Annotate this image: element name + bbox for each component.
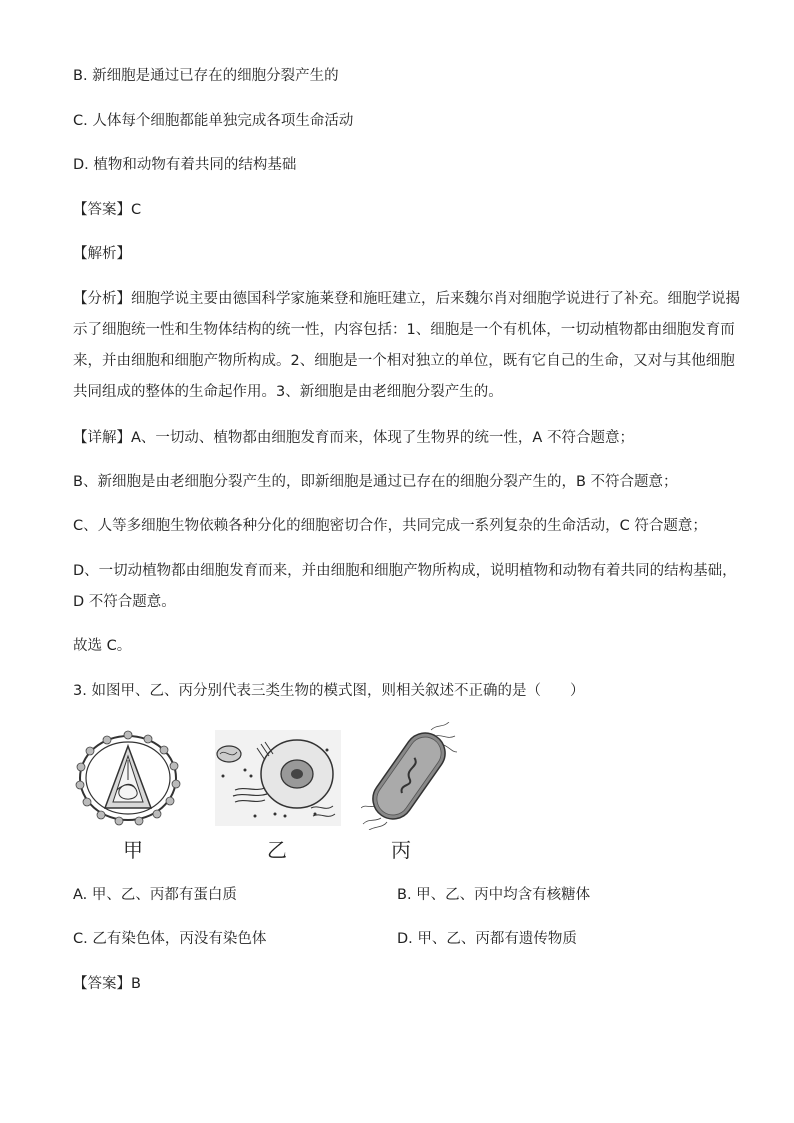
q3-answer-value: B bbox=[131, 976, 141, 992]
answer-value: C bbox=[131, 202, 142, 218]
analysis-line: 【分析】细胞学说主要由德国科学家施莱登和施旺建立，后来魏尔肖对细胞学说进行了补充。细胞学说揭 bbox=[73, 291, 740, 307]
q3-option-d: D. 甲、乙、丙都有遗传物质 bbox=[397, 931, 577, 947]
figure-label-jia: 甲 bbox=[123, 838, 143, 862]
eukaryotic-cell-figure bbox=[215, 730, 341, 826]
figure-label-bing: 丙 bbox=[391, 838, 411, 862]
detail-d-line: D、一切动植物都由细胞发育而来，并由细胞和细胞产物所构成，说明植物和动物有着共同的结构基础， bbox=[73, 563, 737, 579]
option-d: D. 植物和动物有着共同的结构基础 bbox=[73, 157, 297, 173]
q3-answer-line bbox=[73, 974, 141, 994]
analysis-line: 共同组成的整体的生命起作用。3、新细胞是由老细胞分裂产生的。 bbox=[73, 384, 503, 400]
detail-c: C、人等多细胞生物依赖各种分化的细胞密切合作，共同完成一系列复杂的生命活动，C 符合题意； bbox=[73, 518, 707, 534]
analysis-paragraph bbox=[73, 284, 740, 408]
conclusion: 故选 C。 bbox=[73, 638, 132, 654]
q3-option-a: A. 甲、乙、丙都有蛋白质 bbox=[73, 887, 237, 903]
detail-d-paragraph bbox=[73, 556, 737, 618]
option-b: B. 新细胞是通过已存在的细胞分裂产生的 bbox=[73, 68, 339, 84]
answer-line bbox=[73, 200, 141, 220]
q3-answer-tag: 【答案】 bbox=[73, 976, 131, 992]
bacterium-figure bbox=[361, 722, 457, 830]
analysis-line: 来，并由细胞和细胞产物所构成。2、细胞是一个相对独立的单位，既有它自己的生命，又对与其他细胞 bbox=[73, 353, 735, 369]
detail-b: B、新细胞是由老细胞分裂产生的，即新细胞是通过已存在的细胞分裂产生的，B 不符合题意； bbox=[73, 474, 678, 490]
analysis-line: 示了细胞统一性和生物体结构的统一性，内容包括：1、细胞是一个有机体，一切动植物都由细胞发育而 bbox=[73, 322, 735, 338]
option-c: C. 人体每个细胞都能单独完成各项生命活动 bbox=[73, 113, 354, 129]
detail-d-line: D 不符合题意。 bbox=[73, 594, 176, 610]
figure-label-yi: 乙 bbox=[267, 838, 287, 862]
q3-option-b: B. 甲、乙、丙中均含有核糖体 bbox=[397, 887, 591, 903]
answer-tag: 【答案】 bbox=[73, 202, 131, 218]
question-3-stem: 3. 如图甲、乙、丙分别代表三类生物的模式图，则相关叙述不正确的是（ ） bbox=[73, 683, 585, 699]
detail-a: 【详解】A、一切动、植物都由细胞发育而来，体现了生物界的统一性，A 不符合题意； bbox=[73, 430, 634, 446]
virus-figure bbox=[73, 730, 183, 826]
figure-row bbox=[73, 730, 493, 870]
analysis-heading: 【解析】 bbox=[73, 246, 131, 262]
q3-option-c: C. 乙有染色体，丙没有染色体 bbox=[73, 931, 267, 947]
